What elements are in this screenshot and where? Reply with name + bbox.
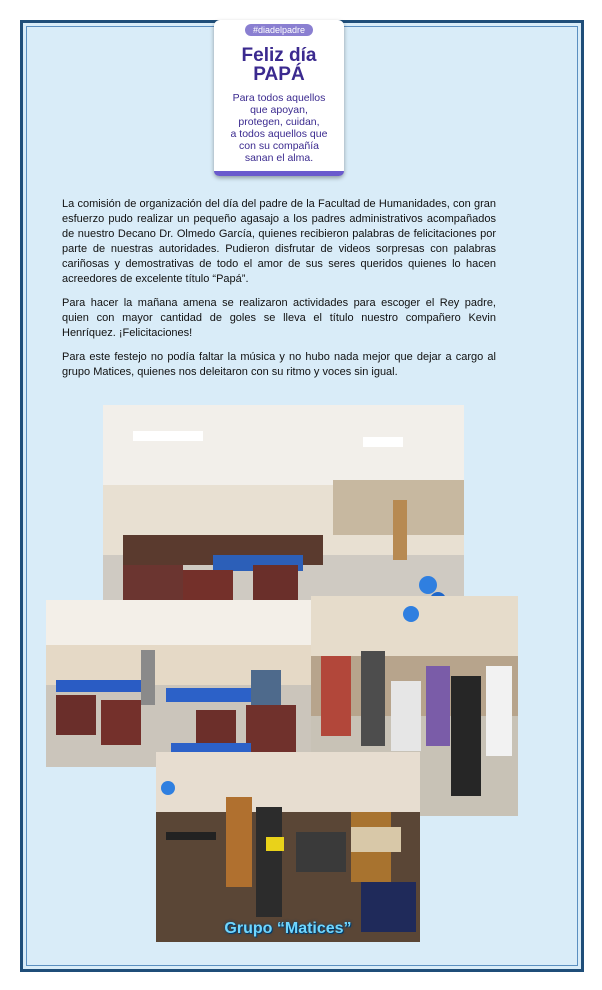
fathers-day-card — [214, 20, 344, 176]
card-message-line: Para todos aquellos — [232, 92, 326, 104]
article-body — [62, 197, 496, 389]
paragraph-3: Para este festejo no podía faltar la música y no hubo nada mejor que dejar a cargo al grupo Matices, quienes nos deleitaron con su ritmo y voces sin igual. — [62, 351, 496, 378]
card-message-line: a todos aquellos que — [230, 128, 328, 140]
card-message — [214, 92, 344, 164]
hashtag-badge: #diadelpadre — [245, 24, 313, 36]
photo-band-matices — [156, 752, 420, 942]
card-message-line: con su compañía — [239, 140, 319, 152]
card-title — [214, 46, 344, 84]
card-title-line-1: Feliz día — [241, 45, 317, 66]
photo-caption: Grupo “Matices” — [224, 920, 352, 937]
card-message-line: sanan el alma. — [244, 152, 314, 164]
paragraph-1: La comisión de organización del día del padre de la Facultad de Humanidades, con gran esfuerzo pudo realizar un pequeño agasajo a los padres administrativos acompañados de nuestro Decano Dr. Olmedo García, quienes recibieron palabras de felicitaciones por parte de nuestras autoridades. Pudieron disfrutar de videos sorpresas con palabras cariñosas y demostrativas de todo el amor de sus seres queridos quienes lo hacen acreedores de excelente título “Papá”. — [62, 198, 496, 285]
photo-guests-tables — [46, 600, 331, 767]
card-title-line-2: PAPÁ — [253, 64, 305, 85]
card-accent-bar — [214, 171, 344, 176]
paragraph-2: Para hacer la mañana amena se realizaron actividades para escoger el Rey padre, quien con mayor cantidad de goles se lleva el título nuestro compañero Kevin Henríquez. ¡Felicitaciones! — [62, 297, 496, 339]
card-message-line: que apoyan, — [250, 104, 308, 116]
card-message-line: protegen, cuidan, — [238, 116, 320, 128]
